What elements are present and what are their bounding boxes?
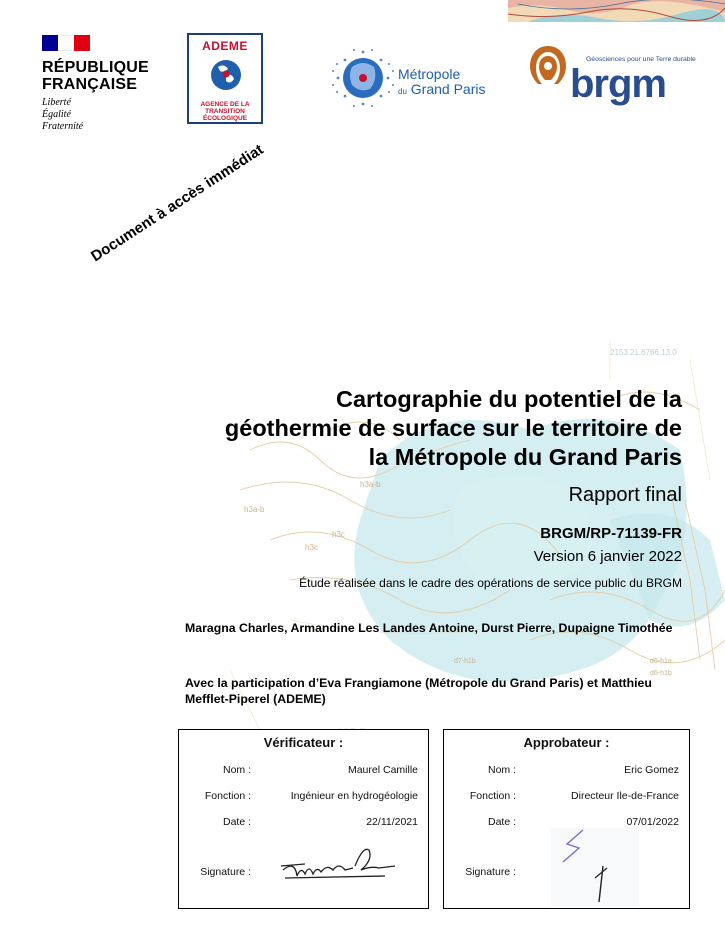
map-label: h3a-b [244,505,265,514]
verificateur-box [178,729,429,909]
french-flag-icon [42,35,90,51]
ademe-logo [187,33,263,124]
date-label: Date : [487,816,516,828]
brgm-emblem-icon [528,44,568,90]
fonction-label: Fonction : [204,790,251,802]
republique-motto: Liberté Égalité Fraternité [42,97,84,132]
metropole-grand-paris-logo [330,47,486,114]
authors: Maragna Charles, Armandine Les Landes Antoine, Durst Pierre, Dupaigne Timothée [185,621,673,635]
map-label: d7-h1b [454,658,476,665]
metropole-wordmark: Métropole du Grand Paris [398,66,486,97]
ademe-subtitle: AGENCE DE LA TRANSITION ÉCOLOGIQUE [200,101,250,122]
report-number: BRGM/RP-71139-FR [540,525,682,542]
verificateur-heading: Vérificateur : [263,735,344,750]
version-date: Version 6 janvier 2022 [533,548,682,565]
map-label: d6-h1a [650,658,672,665]
participation: Avec la participation d’Eva Frangiamone (Métropole du Grand Paris) et Matthieu Mefflet-Piperel (ADEME) [185,676,652,706]
approbateur-heading: Approbateur : [523,735,610,750]
brgm-tagline: Géosciences pour une Terre durable [586,56,696,63]
document-subtitle: Rapport final [568,484,682,506]
fonction-label: Fonction : [469,790,516,802]
signature-label: Signature : [465,866,516,878]
verificateur-fonction: Ingénieur en hydrogéologie [290,790,418,802]
map-label: h3c [332,530,345,539]
ademe-title: ADEME [202,39,248,53]
date-label: Date : [222,816,251,828]
approbateur-box [443,729,690,909]
document-title: Cartographie du potentiel de la géothermie de surface sur le territoire de la Métropole du Grand Paris [224,386,682,470]
map-label: h3c [305,543,318,552]
map-label: d6-h1b [650,670,672,677]
republique-francaise-logo [42,35,149,133]
study-note: Étude réalisée dans le cadre des opérations de service public du BRGM [299,576,682,590]
nom-label: Nom : [487,764,516,776]
metropole-dots-icon [330,47,396,109]
map-fragment-top-right [508,0,725,22]
brgm-logo [528,44,696,106]
map-label: h3a-b [360,480,381,489]
map-label: 2153.21.6766.13.0 [610,348,677,357]
republique-name: RÉPUBLIQUE FRANÇAISE [42,59,149,93]
globe-icon [210,57,242,93]
verificateur-signature [275,840,405,890]
signature-label: Signature : [200,866,251,878]
verificateur-date: 22/11/2021 [366,816,418,828]
access-stamp: Document à accès immédiat [88,141,267,266]
brgm-wordmark: brgm [570,62,666,106]
nom-label: Nom : [222,764,251,776]
approbateur-signature [549,822,649,908]
approbateur-date: 07/01/2022 [626,816,679,828]
approbateur-fonction: Directeur Ile-de-France [571,790,679,802]
verificateur-nom: Maurel Camille [347,764,418,776]
approbateur-nom: Eric Gomez [624,764,679,776]
